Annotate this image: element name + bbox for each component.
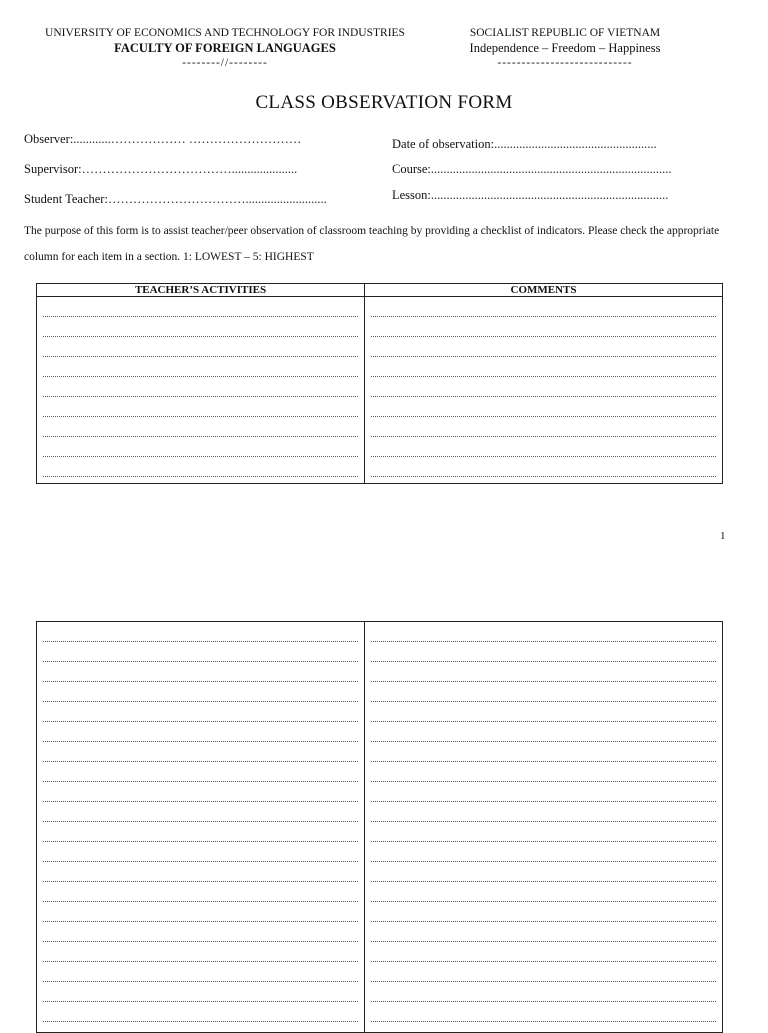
dotted-writing-line — [371, 457, 716, 477]
comments-cell[interactable] — [365, 297, 723, 484]
dotted-writing-line — [371, 437, 716, 457]
dotted-writing-line — [371, 722, 716, 742]
date-field — [392, 137, 657, 152]
supervisor-label: Supervisor: — [24, 162, 82, 176]
dotted-writing-line — [371, 822, 716, 842]
dotted-writing-line — [43, 842, 358, 862]
dotted-writing-line — [43, 457, 358, 477]
course-label: Course: — [392, 162, 431, 176]
teacher-activities-cell[interactable] — [37, 297, 365, 484]
dotted-writing-line — [371, 882, 716, 902]
dotted-writing-line — [371, 397, 716, 417]
dotted-writing-line — [43, 377, 358, 397]
course-blank[interactable]: ............................................................................. — [430, 162, 672, 176]
dotted-writing-line — [371, 337, 716, 357]
dotted-writing-line — [43, 962, 358, 982]
lesson-label: Lesson: — [392, 188, 431, 202]
dotted-writing-line — [43, 357, 358, 377]
course-field — [392, 162, 672, 177]
dotted-writing-line — [43, 397, 358, 417]
dotted-writing-line — [371, 762, 716, 782]
dotted-writing-line — [43, 782, 358, 802]
dotted-writing-line — [371, 682, 716, 702]
dotted-writing-line — [43, 1002, 358, 1022]
dotted-writing-line — [371, 1002, 716, 1022]
dotted-writing-line — [371, 902, 716, 922]
dotted-writing-line — [43, 822, 358, 842]
dotted-writing-line — [43, 317, 358, 337]
date-blank[interactable]: .................................................... — [494, 137, 657, 151]
university-header — [40, 26, 410, 71]
instructions-text: The purpose of this form is to assist teacher/peer observation of classroom teaching by providing a checklist of indicators. Please check the appropriate column for each item in a section. 1: LOWEST – 5: HIGHEST — [24, 225, 720, 263]
dotted-writing-line — [43, 762, 358, 782]
dotted-writing-line — [371, 317, 716, 337]
right-divider: ---------------------------- — [497, 57, 633, 69]
dotted-writing-line — [43, 417, 358, 437]
dotted-writing-line — [43, 337, 358, 357]
dotted-writing-line — [371, 782, 716, 802]
teacher-activities-cell[interactable] — [37, 622, 365, 1033]
dotted-writing-line — [43, 802, 358, 822]
lesson-field — [392, 188, 668, 203]
observer-blank[interactable]: ............……………… ……………………… — [73, 132, 302, 146]
comments-header: COMMENTS — [365, 284, 723, 297]
university-name: UNIVERSITY OF ECONOMICS AND TECHNOLOGY FOR INDUSTRIES — [45, 27, 405, 39]
teacher-activities-header: TEACHER’S ACTIVITIES — [37, 284, 365, 297]
dotted-writing-line — [371, 642, 716, 662]
dotted-writing-line — [371, 942, 716, 962]
dotted-writing-line — [371, 742, 716, 762]
left-divider: --------//-------- — [182, 57, 268, 69]
observer-label: Observer: — [24, 132, 74, 146]
lesson-blank[interactable]: ............................................................................ — [430, 188, 669, 202]
dotted-writing-line — [43, 722, 358, 742]
dotted-writing-line — [371, 662, 716, 682]
dotted-writing-line — [371, 802, 716, 822]
national-motto: Independence – Freedom – Happiness — [469, 41, 661, 55]
supervisor-blank[interactable]: ………………………………..................... — [81, 162, 298, 176]
dotted-writing-line — [43, 742, 358, 762]
faculty-name: FACULTY OF FOREIGN LANGUAGES — [114, 41, 336, 55]
dotted-writing-line — [43, 702, 358, 722]
page-number: 1 — [720, 530, 726, 542]
dotted-writing-line — [43, 297, 358, 317]
dotted-writing-line — [371, 922, 716, 942]
comments-cell[interactable] — [365, 622, 723, 1033]
observation-table — [36, 283, 723, 484]
student-teacher-field — [24, 192, 327, 207]
dotted-writing-line — [43, 922, 358, 942]
dotted-writing-line — [371, 962, 716, 982]
supervisor-field — [24, 162, 297, 177]
dotted-writing-line — [43, 882, 358, 902]
dotted-writing-line — [371, 702, 716, 722]
dotted-writing-line — [43, 437, 358, 457]
dotted-writing-line — [43, 642, 358, 662]
country-header — [455, 26, 675, 71]
observer-field — [24, 132, 301, 147]
dotted-writing-line — [371, 862, 716, 882]
dotted-writing-line — [371, 417, 716, 437]
dotted-writing-line — [43, 902, 358, 922]
dotted-writing-line — [43, 682, 358, 702]
date-label: Date of observation: — [392, 137, 495, 151]
dotted-writing-line — [43, 862, 358, 882]
dotted-writing-line — [43, 622, 358, 642]
dotted-writing-line — [371, 377, 716, 397]
dotted-writing-line — [371, 357, 716, 377]
dotted-writing-line — [43, 982, 358, 1002]
dotted-writing-line — [371, 982, 716, 1002]
dotted-writing-line — [43, 662, 358, 682]
dotted-writing-line — [371, 842, 716, 862]
country-name: SOCIALIST REPUBLIC OF VIETNAM — [469, 27, 661, 39]
student-teacher-blank[interactable]: …………………………….......................... — [107, 192, 327, 206]
dotted-writing-line — [371, 622, 716, 642]
student-teacher-label: Student Teacher: — [24, 192, 108, 206]
observation-table-continued — [36, 621, 723, 1033]
dotted-writing-line — [371, 297, 716, 317]
dotted-writing-line — [43, 942, 358, 962]
page-title: CLASS OBSERVATION FORM — [255, 92, 513, 113]
